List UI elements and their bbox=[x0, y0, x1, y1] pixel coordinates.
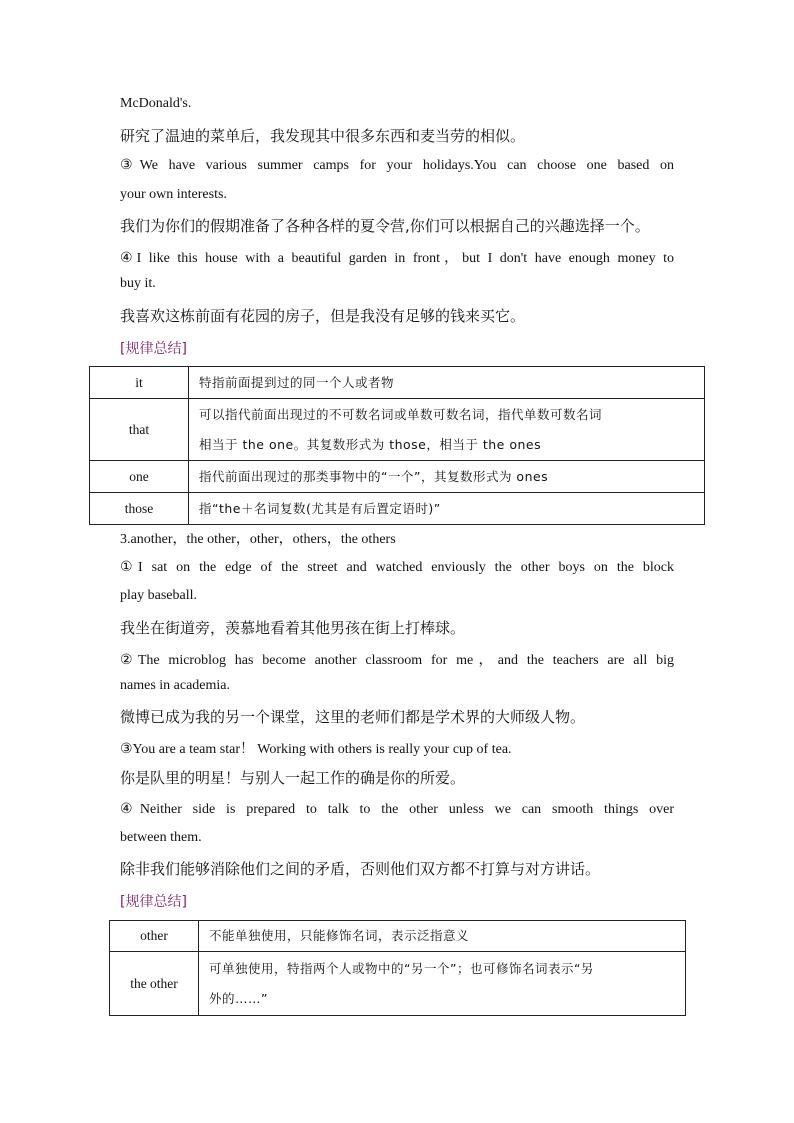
example-2-chinese: 微博已成为我的另一个课堂，这里的老师们都是学术界的大师级人物。 bbox=[120, 708, 586, 726]
table-row bbox=[90, 493, 705, 525]
table-word-cell: that bbox=[90, 399, 189, 461]
table-desc-cell: 指“the＋名词复数(尤其是有后置定语时)” bbox=[189, 493, 705, 525]
table-row bbox=[110, 921, 686, 952]
rule-summary-heading: [规律总结] bbox=[120, 341, 187, 357]
example-4-english-line-1: ④Neither side is prepared to talk to the other unless we can smooth things over bbox=[120, 802, 674, 817]
table-word-cell: those bbox=[90, 493, 189, 525]
example-3-english-line-2: your own interests. bbox=[120, 187, 227, 202]
example-4-chinese: 除非我们能够消除他们之间的矛盾，否则他们双方都不打算与对方讲话。 bbox=[120, 860, 601, 878]
rule-summary-heading-2: [规律总结] bbox=[120, 894, 187, 910]
table-row bbox=[110, 952, 686, 1016]
example-4-chinese: 我喜欢这栋前面有花园的房子，但是我没有足够的钱来买它。 bbox=[120, 307, 526, 325]
example-3-chinese: 我们为你们的假期准备了各种各样的夏令营,你们可以根据自己的兴趣选择一个。 bbox=[120, 217, 650, 235]
pronoun-rule-table bbox=[89, 366, 705, 525]
example-4-english-line-1: ④I like this house with a beautiful garden in front，but I don't have enough money to bbox=[120, 251, 674, 266]
table-row bbox=[90, 461, 705, 493]
other-rule-table bbox=[109, 920, 686, 1016]
section-3-heading: 3.another，the other，other，others，the others bbox=[120, 532, 396, 547]
table-row bbox=[90, 367, 705, 399]
intro-english-line: McDonald's. bbox=[120, 96, 192, 111]
table-word-cell: it bbox=[90, 367, 189, 399]
example-4-english-line-2: between them. bbox=[120, 830, 202, 845]
example-3-english: ③You are a team star！ Working with others is really your cup of tea. bbox=[120, 742, 512, 757]
example-2-english-line-1: ②The microblog has become another classroom for me，and the teachers are all big bbox=[120, 653, 674, 668]
table-desc-cell: 指代前面出现过的那类事物中的“一个”，其复数形式为 ones bbox=[189, 461, 705, 493]
example-1-english-line-2: play baseball. bbox=[120, 588, 197, 603]
example-4-english-line-2: buy it. bbox=[120, 276, 156, 291]
table-desc-cell: 可单独使用，特指两个人或物中的“另一个”；也可修饰名词表示“另 外的……” bbox=[199, 952, 686, 1016]
table-desc-cell: 可以指代前面出现过的不可数名词或单数可数名词，指代单数可数名词 相当于 the one。其复数形式为 those，相当于 the ones bbox=[189, 399, 705, 461]
table-word-cell: the other bbox=[110, 952, 199, 1016]
example-1-chinese: 我坐在街道旁，羡慕地看着其他男孩在街上打棒球。 bbox=[120, 619, 466, 637]
example-1-english-line-1: ①I sat on the edge of the street and watched enviously the other boys on the block bbox=[120, 560, 674, 575]
table-word-cell: one bbox=[90, 461, 189, 493]
example-3-chinese: 你是队里的明星！与别人一起工作的确是你的所爱。 bbox=[120, 769, 466, 787]
intro-chinese-line: 研究了温迪的菜单后，我发现其中很多东西和麦当劳的相似。 bbox=[120, 127, 526, 145]
example-3-english-line-1: ③We have various summer camps for your holidays.You can choose one based on bbox=[120, 158, 674, 173]
example-2-english-line-2: names in academia. bbox=[120, 678, 231, 693]
table-row bbox=[90, 399, 705, 461]
table-desc-cell: 不能单独使用，只能修饰名词，表示泛指意义 bbox=[199, 921, 686, 952]
table-word-cell: other bbox=[110, 921, 199, 952]
table-desc-cell: 特指前面提到过的同一个人或者物 bbox=[189, 367, 705, 399]
